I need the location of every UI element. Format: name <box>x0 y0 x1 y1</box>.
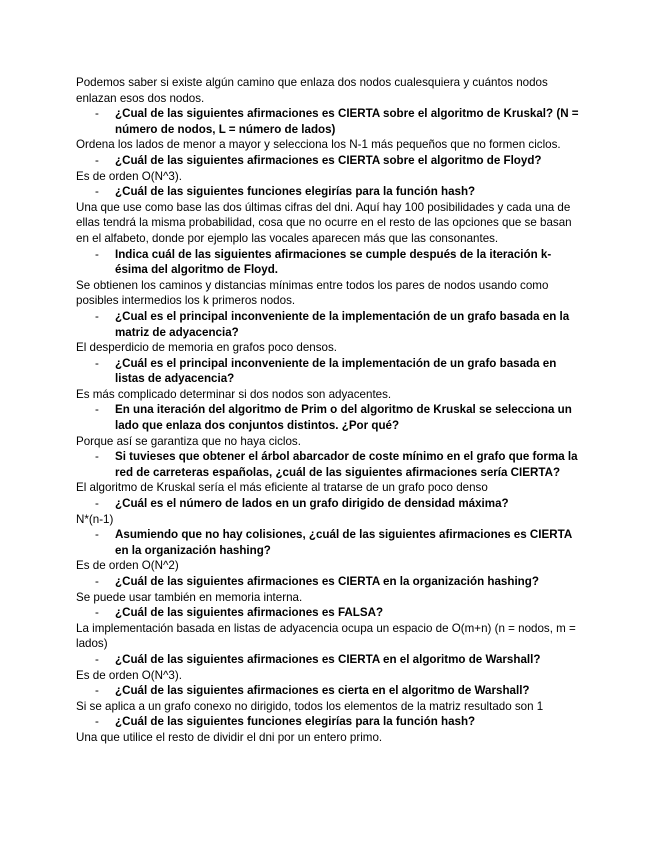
bullet-8: - <box>95 450 99 464</box>
question-13-text: ¿Cuál de las siguientes afirmaciones es CIERTA en el algoritmo de Warshall? <box>115 652 541 666</box>
answer-4: Se obtienen los caminos y distancias mínimas entre todos los pares de nodos usando como posibles intermedios los k primeros nodos. <box>76 278 549 308</box>
question-11 <box>76 574 581 590</box>
question-10-text: Asumiendo que no hay colisiones, ¿cuál de las siguientes afirmaciones es CIERTA en la organización hashing? <box>115 528 572 557</box>
question-15-text: ¿Cuál de las siguientes funciones elegirías para la función hash? <box>115 715 476 729</box>
answer-15: Una que utilice el resto de dividir el dni por un entero primo. <box>76 730 383 744</box>
answer-2: Es de orden O(N^3). <box>76 169 182 183</box>
bullet-6: - <box>95 356 99 370</box>
question-11-text: ¿Cuál de las siguientes afirmaciones es CIERTA en la organización hashing? <box>115 575 539 588</box>
question-7 <box>76 402 581 433</box>
bullet-12: - <box>95 606 99 620</box>
question-5 <box>76 309 581 340</box>
answer-12: La implementación basada en listas de adyacencia ocupa un espacio de O(m+n) (n = nodos, m = lados) <box>76 621 576 651</box>
question-4-text: Indica cuál de las siguientes afirmaciones se cumple después de la iteración k-ésima del algoritmo de Floyd. <box>115 247 552 277</box>
answer-1: Ordena los lados de menor a mayor y selecciona los N-1 más pequeños que no formen ciclos. <box>76 138 561 152</box>
question-7-text: En una iteración del algoritmo de Prim o del algoritmo de Kruskal se selecciona un lado que enlaza dos conjuntos distintos. ¿Por qué? <box>115 403 572 433</box>
answer-8: El algoritmo de Kruskal sería el más eficiente al tratarse de un grafo poco denso <box>76 481 488 495</box>
answer-9: N*(n-1) <box>76 512 114 526</box>
bullet-5: - <box>95 309 99 323</box>
document-body <box>76 75 581 746</box>
bullet-9: - <box>95 497 99 511</box>
question-1-text: ¿Cual de las siguientes afirmaciones es CIERTA sobre el algoritmo de Kruskal? (N = número de nodos, L = número de lados) <box>115 107 579 136</box>
answer-13: Es de orden O(N^3). <box>76 668 182 682</box>
question-10 <box>76 527 581 558</box>
bullet-2: - <box>95 153 99 167</box>
bullet-3: - <box>95 185 99 199</box>
question-14 <box>76 683 581 699</box>
question-3-text: ¿Cuál de las siguientes funciones elegirías para la función hash? <box>115 185 476 199</box>
question-9-text: ¿Cuál es el número de lados en un grafo dirigido de densidad máxima? <box>115 497 509 511</box>
question-1 <box>76 106 581 137</box>
question-15 <box>76 714 581 730</box>
question-4 <box>76 247 581 278</box>
answer-6: Es más complicado determinar si dos nodos son adyacentes. <box>76 387 392 401</box>
bullet-4: - <box>95 247 99 261</box>
bullet-10: - <box>95 528 99 542</box>
question-8-text: Si tuvieses que obtener el árbol abarcador de coste mínimo en el grafo que forma la red de carreteras españolas, ¿cuál de las siguientes afirmaciones sería CIERTA? <box>115 450 578 479</box>
answer-7: Porque así se garantiza que no haya ciclos. <box>76 434 301 448</box>
answer-3: Una que use como base las dos últimas cifras del dni. Aquí hay 100 posibilidades y cada una de ellas tendrá la misma probabilidad, cosa que no ocurre en el resto de las opciones que se basan en el alfabeto, donde por ejemplo las vocales aparecen más que las consonantes. <box>76 200 572 245</box>
question-14-text: ¿Cuál de las siguientes afirmaciones es cierta en el algoritmo de Warshall? <box>115 684 530 698</box>
bullet-7: - <box>95 403 99 417</box>
bullet-13: - <box>95 652 99 666</box>
question-8 <box>76 449 581 480</box>
answer-14: Si se aplica a un grafo conexo no dirigido, todos los elementos de la matriz resultado son 1 <box>76 699 544 713</box>
bullet-14: - <box>95 684 99 698</box>
question-6-text: ¿Cuál es el principal inconveniente de la implementación de un grafo basada en listas de adyacencia? <box>115 356 557 386</box>
question-9 <box>76 496 581 512</box>
bullet-11: - <box>95 575 99 588</box>
question-5-text: ¿Cual es el principal inconveniente de la implementación de un grafo basada en la matriz de adyacencia? <box>115 309 570 339</box>
question-6 <box>76 356 581 387</box>
question-12-text: ¿Cuál de las siguientes afirmaciones es FALSA? <box>115 606 384 620</box>
question-12 <box>76 605 581 621</box>
answer-11: Se puede usar también en memoria interna. <box>76 590 303 604</box>
question-3 <box>76 184 581 200</box>
bullet-15: - <box>95 715 99 729</box>
question-13 <box>76 652 581 668</box>
question-2 <box>76 153 581 169</box>
answer-10: Es de orden O(N^2) <box>76 559 179 573</box>
bullet-1: - <box>95 107 99 121</box>
intro-paragraph: Podemos saber si existe algún camino que enlaza dos nodos cualesquiera y cuántos nodos enlazan esos dos nodos. <box>76 76 548 105</box>
answer-5: El desperdicio de memoria en grafos poco densos. <box>76 341 338 355</box>
question-2-text: ¿Cuál de las siguientes afirmaciones es CIERTA sobre el algoritmo de Floyd? <box>115 153 542 167</box>
